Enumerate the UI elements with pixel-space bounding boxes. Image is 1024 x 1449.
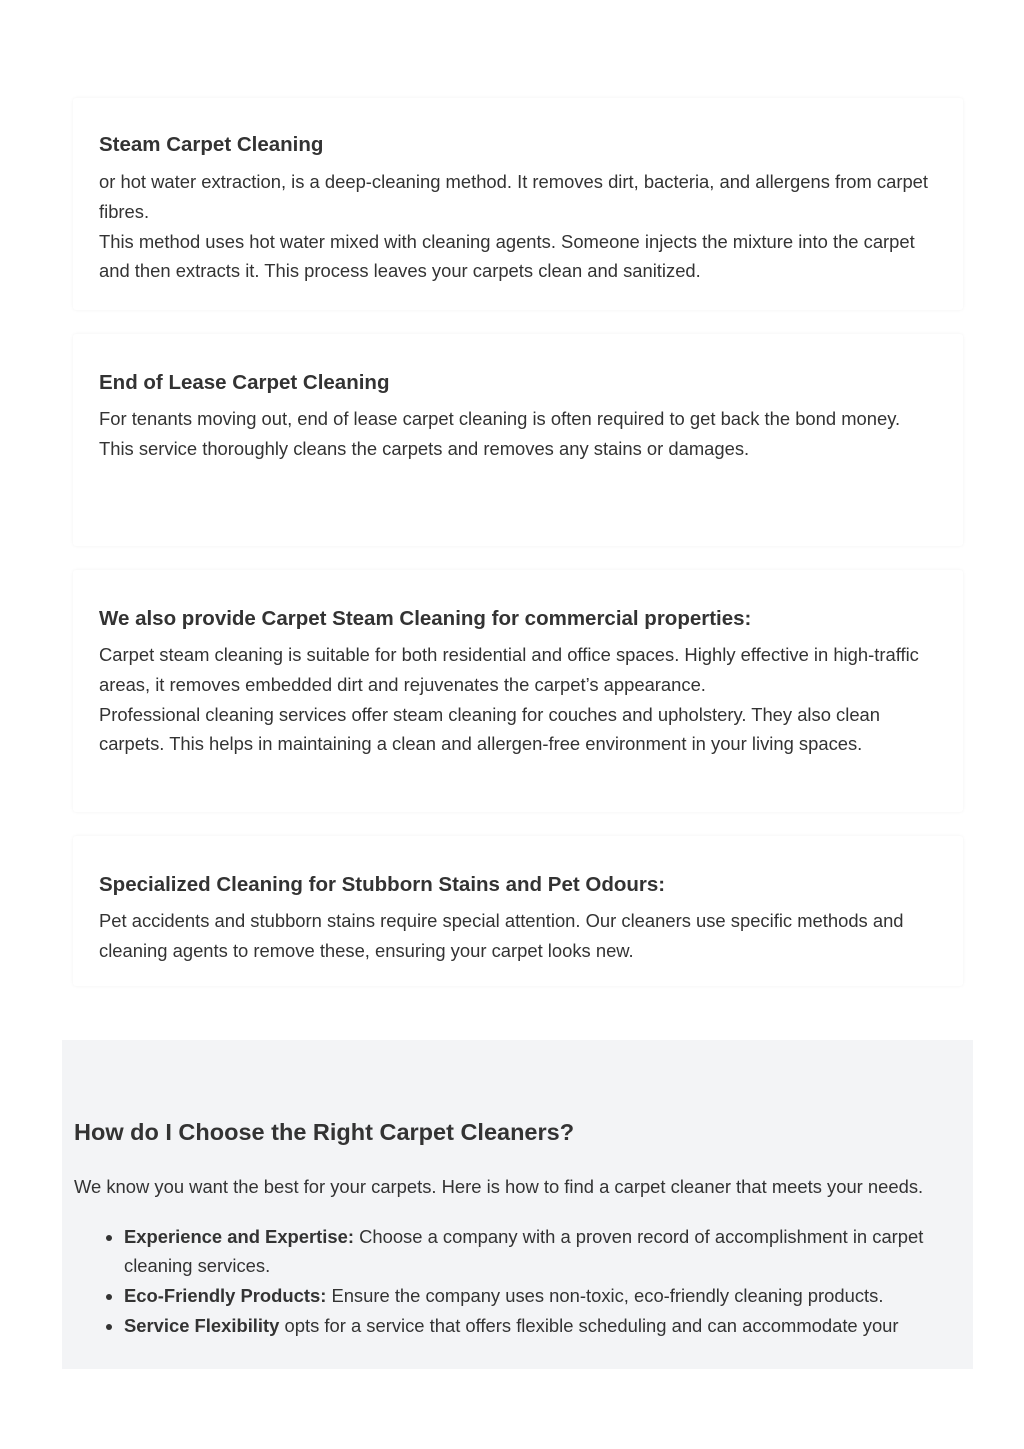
card-paragraph: Carpet steam cleaning is suitable for both residential and office spaces. Highly effective in high-traffic areas, it removes embedded dirt and rejuvenates the carpet’s appearance. — [99, 644, 919, 695]
section-heading: How do I Choose the Right Carpet Cleaners? — [74, 1119, 575, 1145]
section-intro: We know you want the best for your carpets. Here is how to find a carpet cleaner that meets your needs. — [74, 1176, 924, 1197]
list-item-label: Experience and Expertise: — [124, 1225, 354, 1247]
card-title: End of Lease Carpet Cleaning — [99, 371, 390, 394]
list-item — [124, 1311, 961, 1341]
commercial-steam-cleaning-card — [73, 570, 963, 812]
choose-cleaners-section — [62, 1040, 973, 1369]
card-paragraph: Pet accidents and stubborn stains require special attention. Our cleaners use specific methods and cleaning agents to remove these, ensuring your carpet looks new. — [99, 910, 904, 961]
list-item — [124, 1222, 961, 1282]
card-paragraph: This method uses hot water mixed with cleaning agents. Someone injects the mixture into the carpet and then extracts it. This process leaves your carpets clean and sanitized. — [99, 230, 915, 282]
card-title: Specialized Cleaning for Stubborn Stains and Pet Odours: — [99, 873, 666, 896]
list-item-label: Eco-Friendly Products: — [124, 1285, 327, 1307]
card-title: Steam Carpet Cleaning — [99, 133, 324, 156]
list-item-text: Ensure the company uses non-toxic, eco-friendly cleaning products. — [326, 1285, 884, 1307]
card-paragraph: or hot water extraction, is a deep-cleaning method. It removes dirt, bacteria, and allergens from carpet fibres. — [99, 171, 929, 222]
list-item-label: Service Flexibility — [124, 1314, 280, 1336]
card-paragraph: Professional cleaning services offer steam cleaning for couches and upholstery. They also clean carpets. This helps in maintaining a clean and allergen-free environment in your living spaces. — [99, 703, 881, 755]
stain-pet-odour-card — [73, 836, 963, 986]
end-of-lease-card — [73, 334, 963, 546]
steam-carpet-cleaning-card — [73, 98, 963, 310]
tips-list — [74, 1222, 961, 1341]
list-item — [124, 1281, 961, 1311]
card-paragraph: For tenants moving out, end of lease carpet cleaning is often required to get back the bond money. This service thoroughly cleans the carpets and removes any stains or damages. — [99, 408, 901, 459]
list-item-text: Choose a company with a proven record of accomplishment in carpet cleaning services. — [124, 1225, 924, 1277]
list-item-text: opts for a service that offers flexible scheduling and can accommodate your — [279, 1314, 899, 1336]
card-title: We also provide Carpet Steam Cleaning for commercial properties: — [99, 607, 752, 630]
